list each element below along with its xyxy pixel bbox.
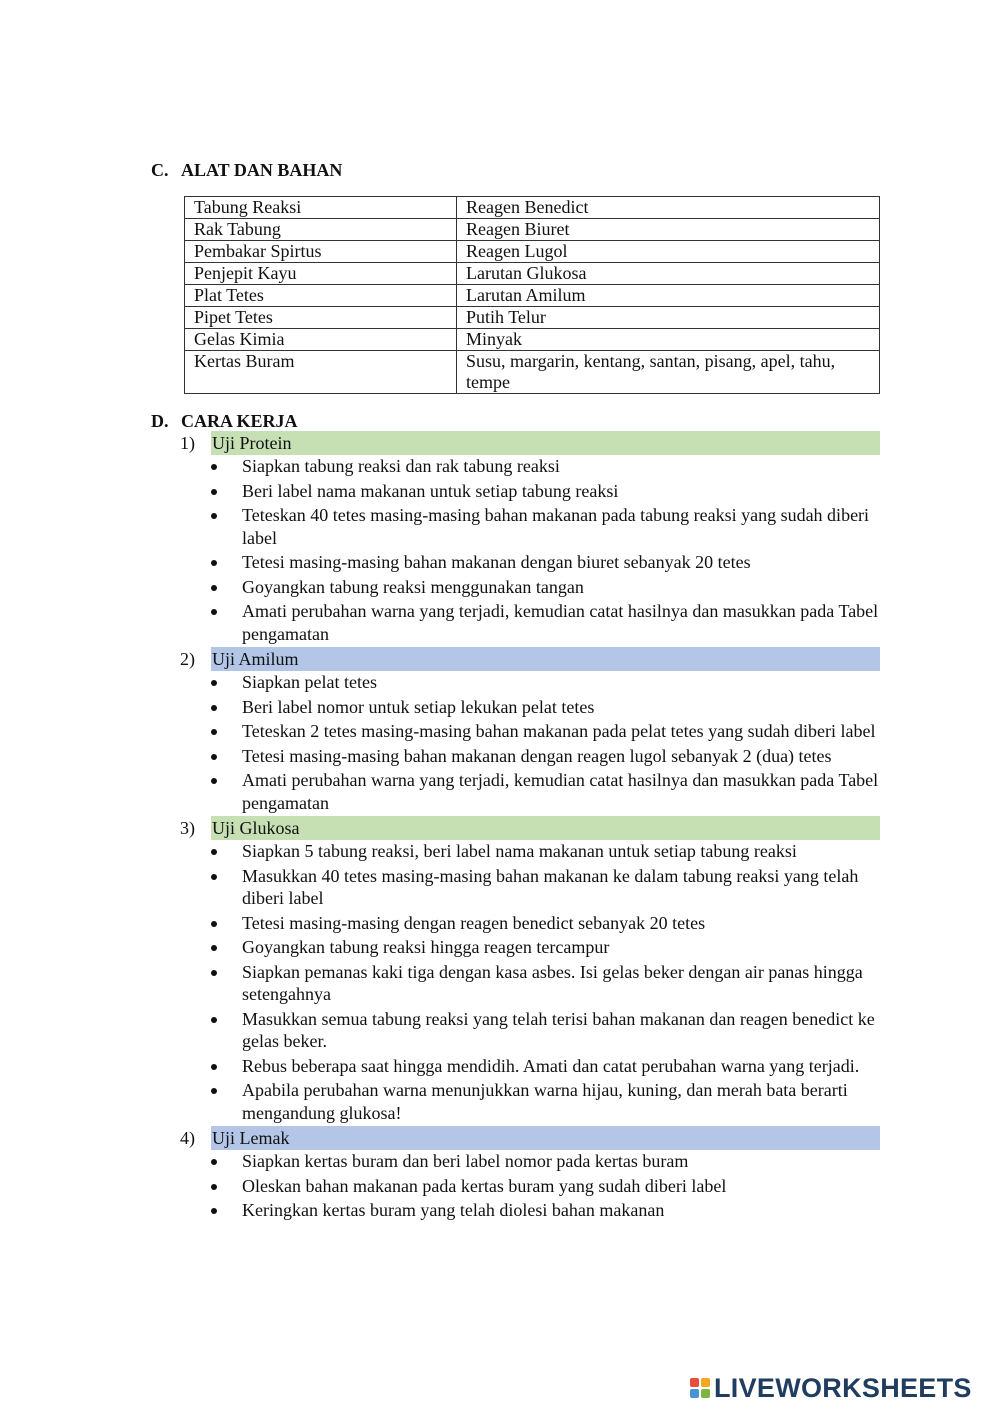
brand-name: LIVEWORKSHEETS — [714, 1372, 972, 1403]
list-item — [180, 769, 880, 814]
list-item-text: Oleskan bahan makanan pada kertas buram yang sudah diberi label — [242, 1175, 727, 1196]
list-item-text: Masukkan 40 tetes masing-masing bahan makanan ke dalam tabung reaksi yang telah diberi label — [242, 865, 859, 908]
alat-cell: Penjepit Kayu — [185, 263, 457, 285]
section-d-letter: D. — [151, 411, 169, 431]
list-item — [180, 936, 880, 959]
list-item-text: Amati perubahan warna yang terjadi, kemudian catat hasilnya dan masukkan pada Tabel pengamatan — [242, 601, 879, 644]
step-bullet-list — [180, 671, 880, 814]
list-item-text: Goyangkan tabung reaksi hingga reagen tercampur — [242, 937, 610, 957]
list-item — [180, 671, 880, 694]
list-item-text: Amati perubahan warna yang terjadi, kemudian catat hasilnya dan masukkan pada Tabel pengamatan — [242, 770, 879, 813]
bullet-icon — [211, 1208, 217, 1214]
bullet-icon — [211, 489, 217, 495]
step-bullet-list — [180, 455, 880, 645]
table-row — [185, 329, 880, 351]
list-item — [180, 480, 880, 503]
section-c-letter: C. — [151, 160, 169, 180]
bullet-icon — [211, 464, 217, 470]
list-item — [180, 720, 880, 743]
step-number: 3) — [180, 818, 195, 838]
alat-cell: Pipet Tetes — [185, 307, 457, 329]
bullet-icon — [211, 560, 217, 566]
section-d-title: CARA KERJA — [181, 411, 298, 431]
list-item-text: Apabila perubahan warna menunjukkan warna hijau, kuning, dan merah bata berarti mengandung glukosa! — [242, 1080, 848, 1123]
procedure-list — [180, 431, 880, 1224]
list-item-text: Masukkan semua tabung reaksi yang telah terisi bahan makanan dan reagen benedict ke gelas beker. — [242, 1008, 875, 1051]
list-item — [180, 600, 880, 645]
logo-tile — [701, 1389, 710, 1398]
bahan-cell: Reagen Lugol — [457, 241, 880, 263]
bahan-cell: Susu, margarin, kentang, santan, pisang, apel, tahu, tempe — [457, 351, 880, 394]
list-item — [180, 455, 880, 478]
list-item-text: Teteskan 2 tetes masing-masing bahan makanan pada pelat tetes yang sudah diberi label — [242, 721, 876, 741]
step-heading — [180, 1126, 880, 1150]
step-heading — [180, 816, 880, 840]
table-row — [185, 351, 880, 394]
table-row — [185, 219, 880, 241]
list-item-text: Tetesi masing-masing bahan makanan dengan biuret sebanyak 20 tetes — [242, 552, 751, 572]
list-item-text: Goyangkan tabung reaksi menggunakan tangan — [242, 576, 584, 597]
step-number: 2) — [180, 649, 195, 669]
bahan-cell: Larutan Glukosa — [457, 263, 880, 285]
list-item — [180, 696, 880, 719]
list-item — [180, 1055, 880, 1078]
list-item — [180, 1008, 880, 1053]
list-item — [180, 840, 880, 863]
section-c-heading — [151, 159, 342, 181]
list-item — [180, 1199, 880, 1222]
list-item-text: Tetesi masing-masing dengan reagen benedict sebanyak 20 tetes — [242, 912, 706, 933]
bullet-icon — [211, 1088, 217, 1094]
list-item — [180, 1150, 880, 1173]
table-row — [185, 263, 880, 285]
alat-bahan-table — [184, 196, 880, 394]
alat-cell: Plat Tetes — [185, 285, 457, 307]
table-row — [185, 285, 880, 307]
bullet-icon — [211, 680, 217, 686]
table-row — [185, 197, 880, 219]
alat-cell: Gelas Kimia — [185, 329, 457, 351]
step-title: Uji Lemak — [211, 1126, 880, 1150]
list-item-text: Beri label nomor untuk setiap lekukan pelat tetes — [242, 696, 595, 717]
bahan-cell: Putih Telur — [457, 307, 880, 329]
bullet-icon — [211, 921, 217, 927]
list-item — [180, 912, 880, 935]
list-item-text: Siapkan pelat tetes — [242, 672, 377, 692]
list-item — [180, 961, 880, 1006]
step-heading — [180, 647, 880, 671]
bahan-cell: Reagen Benedict — [457, 197, 880, 219]
list-item — [180, 745, 880, 768]
list-item-text: Siapkan tabung reaksi dan rak tabung reaksi — [242, 456, 560, 476]
step-bullet-list — [180, 840, 880, 1124]
list-item-text: Teteskan 40 tetes masing-masing bahan makanan pada tabung reaksi yang sudah diberi label — [242, 505, 870, 548]
alat-cell: Kertas Buram — [185, 351, 457, 394]
bullet-icon — [211, 945, 217, 951]
list-item-text: Tetesi masing-masing bahan makanan dengan reagen lugol sebanyak 2 (dua) tetes — [242, 745, 832, 766]
step-number: 4) — [180, 1128, 195, 1148]
logo-tile — [690, 1378, 699, 1387]
bullet-icon — [211, 970, 217, 976]
bullet-icon — [211, 1159, 217, 1165]
bullet-icon — [211, 1064, 217, 1070]
list-item — [180, 1175, 880, 1198]
list-item-text: Keringkan kertas buram yang telah diolesi bahan makanan — [242, 1200, 665, 1220]
step-number: 1) — [180, 433, 195, 453]
bullet-icon — [211, 778, 217, 784]
bullet-icon — [211, 729, 217, 735]
list-item-text: Siapkan kertas buram dan beri label nomor pada kertas buram — [242, 1151, 689, 1171]
list-item-text: Beri label nama makanan untuk setiap tabung reaksi — [242, 480, 619, 501]
table-row — [185, 241, 880, 263]
bullet-icon — [211, 513, 217, 519]
list-item — [180, 865, 880, 910]
section-d-heading — [151, 410, 298, 432]
bullet-icon — [211, 849, 217, 855]
step-heading — [180, 431, 880, 455]
alat-cell: Rak Tabung — [185, 219, 457, 241]
bullet-icon — [211, 1017, 217, 1023]
bullet-icon — [211, 754, 217, 760]
list-item — [180, 551, 880, 574]
alat-cell: Tabung Reaksi — [185, 197, 457, 219]
table-row — [185, 307, 880, 329]
bahan-cell: Larutan Amilum — [457, 285, 880, 307]
list-item-text: Rebus beberapa saat hingga mendidih. Amati dan catat perubahan warna yang terjadi. — [242, 1055, 860, 1076]
step-title: Uji Protein — [211, 431, 880, 455]
bahan-cell: Minyak — [457, 329, 880, 351]
bullet-icon — [211, 705, 217, 711]
list-item — [180, 576, 880, 599]
step-bullet-list — [180, 1150, 880, 1222]
logo-tile — [690, 1389, 699, 1398]
bullet-icon — [211, 609, 217, 615]
bullet-icon — [211, 585, 217, 591]
bullet-icon — [211, 874, 217, 880]
list-item-text: Siapkan pemanas kaki tiga dengan kasa asbes. Isi gelas beker dengan air panas hingga setengahnya — [242, 961, 863, 1004]
liveworksheets-brand — [690, 1373, 972, 1403]
list-item — [180, 504, 880, 549]
section-c-title: ALAT DAN BAHAN — [181, 160, 343, 180]
list-item — [180, 1079, 880, 1124]
step-title: Uji Glukosa — [211, 816, 880, 840]
step-title: Uji Amilum — [211, 647, 880, 671]
alat-cell: Pembakar Spirtus — [185, 241, 457, 263]
bullet-icon — [211, 1184, 217, 1190]
list-item-text: Siapkan 5 tabung reaksi, beri label nama makanan untuk setiap tabung reaksi — [242, 841, 797, 861]
bahan-cell: Reagen Biuret — [457, 219, 880, 241]
logo-tile — [701, 1378, 710, 1387]
liveworksheets-logo-icon — [690, 1378, 710, 1398]
